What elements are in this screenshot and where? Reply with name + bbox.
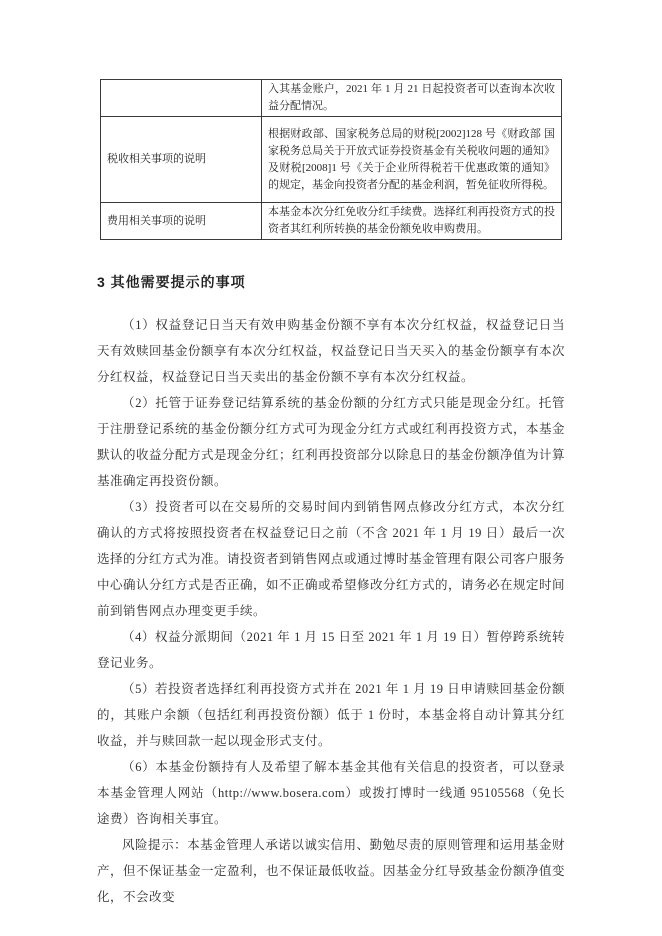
table-row-tax (101, 117, 562, 203)
row-label-tax: 税收相关事项的说明 (101, 117, 262, 203)
paragraph-5: （5）若投资者选择红利再投资方式并在 2021 年 1 月 19 日申请赎回基金份额的，其账户余额（包括红利再投资份额）低于 1 份时，本基金将自动计算其分红收益，并与赎回款一起以现金形式支付。 (97, 682, 565, 748)
paragraph-risk-warning: 风险提示：本基金管理人承诺以诚实信用、勤勉尽责的原则管理和运用基金财产，但不保证基金一定盈利，也不保证最低收益。因基金分红导致基金份额净值变化，不会改变 (97, 838, 566, 904)
paragraph-4: （4）权益分派期间（2021 年 1 月 15 日至 2021 年 1 月 19 日）暂停跨系统转登记业务。 (97, 630, 565, 670)
paragraph-2: （2）托管于证券登记结算系统的基金份额的分红方式只能是现金分红。托管于注册登记系统的基金份额分红方式可为现金分红方式或红利再投资方式，本基金默认的收益分配方式是现金分红；红利再投资部分以除息日的基金份额净值为计算基准确定再投资份额。 (97, 396, 566, 488)
row-content-fee: 本基金本次分红免收分红手续费。选择红利再投资方式的投资者其红利所转换的基金份额免收申购费用。 (262, 203, 562, 240)
row-content-tax: 根据财政部、国家税务总局的财税[2002]128 号《财政部 国家税务总局关于开放式证券投资基金有关税收问题的通知》及财税[2008]1 号《关于企业所得税若干优惠政策的通知》的规定，基金向投资者分配的基金利润，暂免征收所得税。 (262, 117, 562, 203)
row-label-fee: 费用相关事项的说明 (101, 203, 262, 240)
paragraph-6: （6）本基金份额持有人及希望了解本基金其他有关信息的投资者，可以登录本基金管理人网站（http://www.bosera.com）或拨打博时一线通 95105568（免长途费）咨询相关事宜。 (97, 760, 565, 826)
row-label-empty (101, 80, 262, 117)
other-notices-section (97, 272, 565, 910)
table-row-fee (101, 203, 562, 240)
table-row-continuation (101, 80, 562, 117)
distribution-info-table (100, 79, 562, 240)
section-heading: 3 其他需要提示的事项 (97, 274, 246, 290)
paragraph-3: （3）投资者可以在交易所的交易时间内到销售网点修改分红方式，本次分红确认的方式将按照投资者在权益登记日之前（不含 2021 年 1 月 19 日）最后一次选择的分红方式为准。请投资者到销售网点或通过博时基金管理有限公司客户服务中心确认分红方式是否正确，如不正确或希望修改分红方式的，请务必在规定时间前到销售网点办理变更手续。 (97, 500, 566, 618)
paragraph-1: （1）权益登记日当天有效申购基金份额不享有本次分红权益，权益登记日当天有效赎回基金份额享有本次分红权益，权益登记日当天买入的基金份额享有本次分红权益，权益登记日当天卖出的基金份额不享有本次分红权益。 (97, 318, 566, 384)
row-content-continuation: 入其基金账户，2021 年 1 月 21 日起投资者可以查询本次收益分配情况。 (262, 80, 562, 117)
